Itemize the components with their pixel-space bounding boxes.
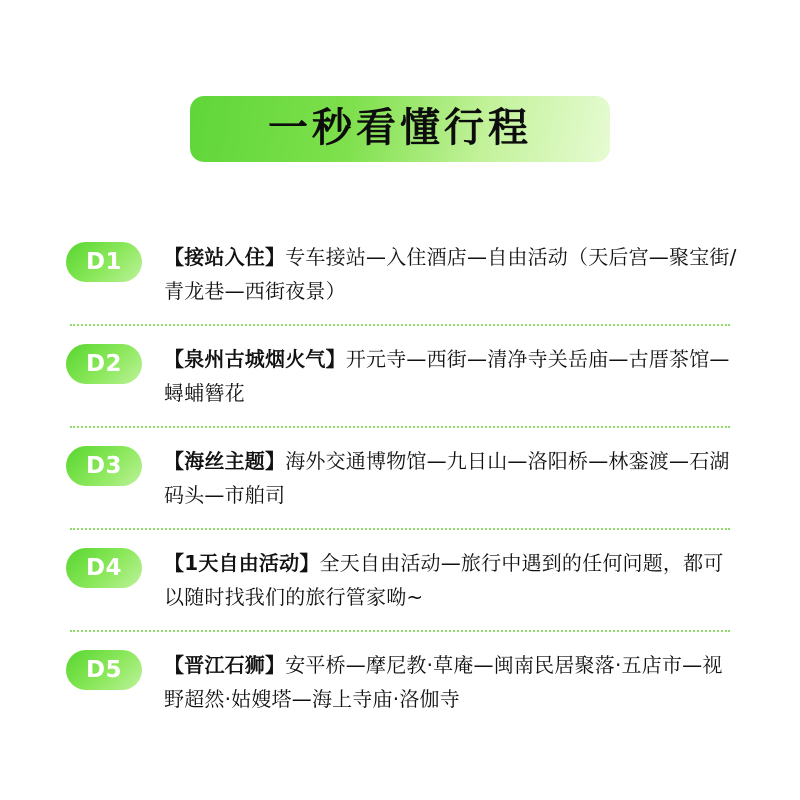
itinerary-list	[66, 240, 738, 716]
itinerary-day-3	[66, 444, 738, 530]
day-content-d4	[142, 546, 738, 614]
day-text-d4: 全天自由活动—旅行中遇到的任何问题，都可以随时找我们的旅行管家呦~	[164, 551, 724, 609]
day-content-d5	[142, 648, 738, 716]
day-row	[66, 444, 738, 512]
day-text-d1: 专车接站—入住酒店—自由活动（天后宫—聚宝街/青龙巷—西街夜景）	[164, 245, 737, 303]
day-badge-d4: D4	[66, 548, 142, 588]
day-badge-d5: D5	[66, 650, 142, 690]
day-tag-d3: 【海丝主题】	[164, 449, 286, 473]
day-text-d5: 安平桥—摩尼教·草庵—闽南民居聚落·五店市—视野超然·姑嫂塔—海上寺庙·洛伽寺	[164, 653, 723, 711]
day-text-d3: 海外交通博物馆—九日山—洛阳桥—林銮渡—石湖码头—市舶司	[164, 449, 730, 507]
title-banner-wrapper	[0, 96, 800, 162]
itinerary-day-2	[66, 342, 738, 428]
day-divider	[70, 528, 730, 530]
page-title: 一秒看懂行程	[268, 105, 532, 151]
day-row	[66, 240, 738, 308]
day-badge-d2: D2	[66, 344, 142, 384]
day-text-d2: 开元寺—西街—清净寺关岳庙—古厝茶馆—蟳蜅簪花	[164, 347, 730, 405]
day-content-d1	[142, 240, 738, 308]
day-badge-d1: D1	[66, 242, 142, 282]
day-tag-d4: 【1天自由活动】	[164, 551, 320, 575]
day-row	[66, 546, 738, 614]
day-badge-d3: D3	[66, 446, 142, 486]
itinerary-day-1	[66, 240, 738, 326]
day-row	[66, 648, 738, 716]
day-tag-d5: 【晋江石狮】	[164, 653, 286, 677]
title-banner	[190, 96, 610, 162]
itinerary-day-5	[66, 648, 738, 716]
day-tag-d2: 【泉州古城烟火气】	[164, 347, 346, 371]
day-row	[66, 342, 738, 410]
day-content-d2	[142, 342, 738, 410]
day-divider	[70, 426, 730, 428]
day-divider	[70, 324, 730, 326]
itinerary-day-4	[66, 546, 738, 632]
day-content-d3	[142, 444, 738, 512]
day-divider	[70, 630, 730, 632]
day-tag-d1: 【接站入住】	[164, 245, 286, 269]
